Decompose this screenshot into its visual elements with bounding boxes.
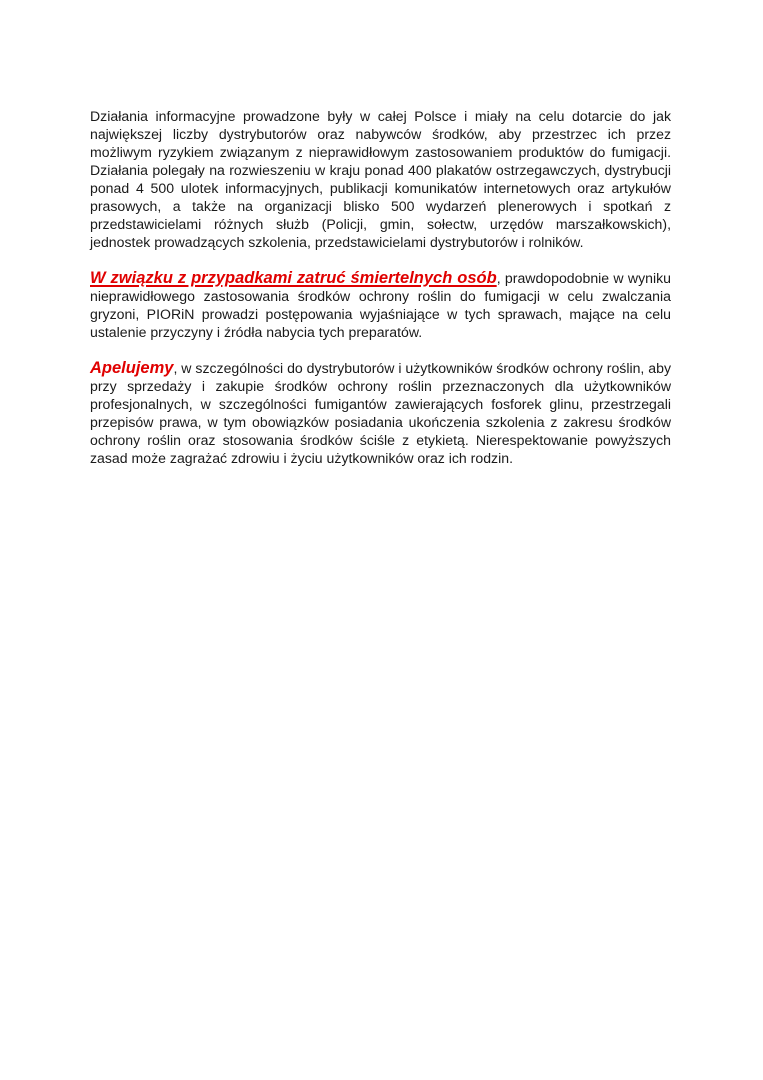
appeal-lead: Apelujemy <box>90 359 174 377</box>
paragraph-information-campaign: Działania informacyjne prowadzone były w całej Polsce i miały na celu dotarcie do jak największej liczby dystrybutorów oraz nabywców środków, aby przestrzec ich przez możliwym ryzykiem związanym z nieprawidłowym zastosowaniem produktów do fumigacji. Działania polegały na rozwieszeniu w kraju ponad 400 plakatów ostrzegawczych, dystrybucji ponad 4 500 ulotek informacyjnych, publikacji komunikatów internetowych oraz artykułów prasowych, a także na organizacji blisko 500 wydarzeń plenerowych i spotkań z przedstawicielami różnych służb (Policji, gmin, sołectw, urzędów marszałkowskich), jednostek prowadzących szkolenia, przedstawicielami dystrybutorów i rolników. <box>90 108 671 250</box>
fatal-poisonings-lead: W związku z przypadkami zatruć śmiertelnych osób <box>90 269 497 287</box>
appeal-text: , w szczególności do dystrybutorów i użytkowników środków ochrony roślin, aby przy sprzedaży i zakupie środków ochrony roślin przeznaczonych dla użytkowników profesjonalnych, w szczególności fumigantów zawierających fosforek glinu, przestrzegali przepisów prawa, w tym obowiązków posiadania ukończenia szkolenia z zakresu środków ochrony roślin oraz stosowania środków ściśle z etykietą. Nierespektowanie powyższych zasad może zagrażać zdrowiu i życiu użytkowników oraz ich rodzin. <box>90 360 671 466</box>
paragraph-appeal <box>90 359 671 467</box>
document-body <box>90 107 671 467</box>
fatal-poisonings-text: , prawdopodobnie w wyniku nieprawidłowego zastosowania środków ochrony roślin do fumigacji w celu zwalczania gryzoni, PIORiN prowadzi postępowania wyjaśniające w tych sprawach, mające na celu ustalenie przyczyny i źródła nabycia tych preparatów. <box>90 270 671 340</box>
paragraph-fatal-poisonings <box>90 269 671 341</box>
